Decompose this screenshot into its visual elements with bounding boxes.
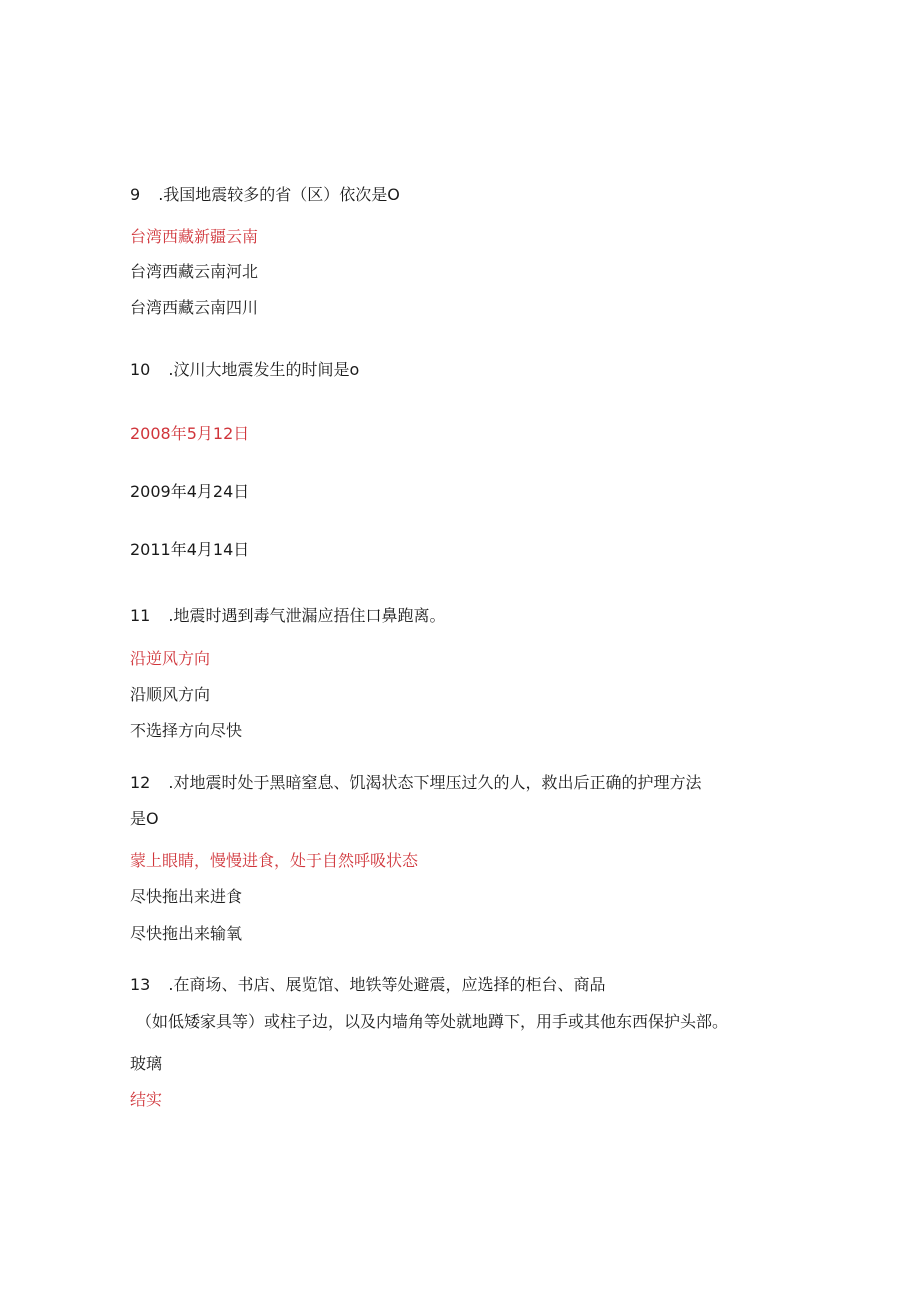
question-stem-continued: （如低矮家具等）或柱子边，以及内墙角等处就地蹲下，用手或其他东西保护头部。 <box>136 1012 729 1031</box>
option: 台湾西藏云南四川 <box>130 298 259 317</box>
answer-option: 2008年5月12日 <box>130 424 250 443</box>
question-number: 12 <box>130 773 151 792</box>
question-stem: .在商场、书店、展览馆、地铁等处避震，应选择的柜台、商品 <box>168 975 606 994</box>
question-13 <box>130 975 605 995</box>
question-11 <box>130 606 445 626</box>
question-12 <box>130 773 701 793</box>
question-number: 11 <box>130 606 151 625</box>
option: 沿顺风方向 <box>130 685 211 704</box>
question-stem: .地震时遇到毒气泄漏应捂住口鼻跑离。 <box>168 606 446 625</box>
option: 尽快拖出来输氧 <box>130 924 243 943</box>
option: 2009年4月24日 <box>130 482 250 501</box>
answer-option: 沿逆风方向 <box>130 649 211 668</box>
question-number: 10 <box>130 360 151 379</box>
option: 不选择方向尽快 <box>130 721 243 740</box>
question-stem: .汶川大地震发生的时间是o <box>168 360 360 379</box>
question-stem: .对地震时处于黑暗窒息、饥渴状态下埋压过久的人，救出后正确的护理方法 <box>168 773 702 792</box>
question-number: 9 <box>130 185 141 204</box>
answer-option: 结实 <box>130 1090 163 1109</box>
question-stem: .我国地震较多的省（区）依次是O <box>158 185 400 204</box>
answer-option: 蒙上眼睛，慢慢进食，处于自然呼吸状态 <box>130 851 419 870</box>
question-10 <box>130 360 359 380</box>
option: 台湾西藏云南河北 <box>130 262 259 281</box>
question-stem-continued: 是O <box>130 809 159 828</box>
option: 玻璃 <box>130 1054 163 1073</box>
option: 2011年4月14日 <box>130 540 250 559</box>
question-9 <box>130 185 400 205</box>
answer-option: 台湾西藏新疆云南 <box>130 227 259 246</box>
question-number: 13 <box>130 975 151 994</box>
option: 尽快拖出来进食 <box>130 887 243 906</box>
